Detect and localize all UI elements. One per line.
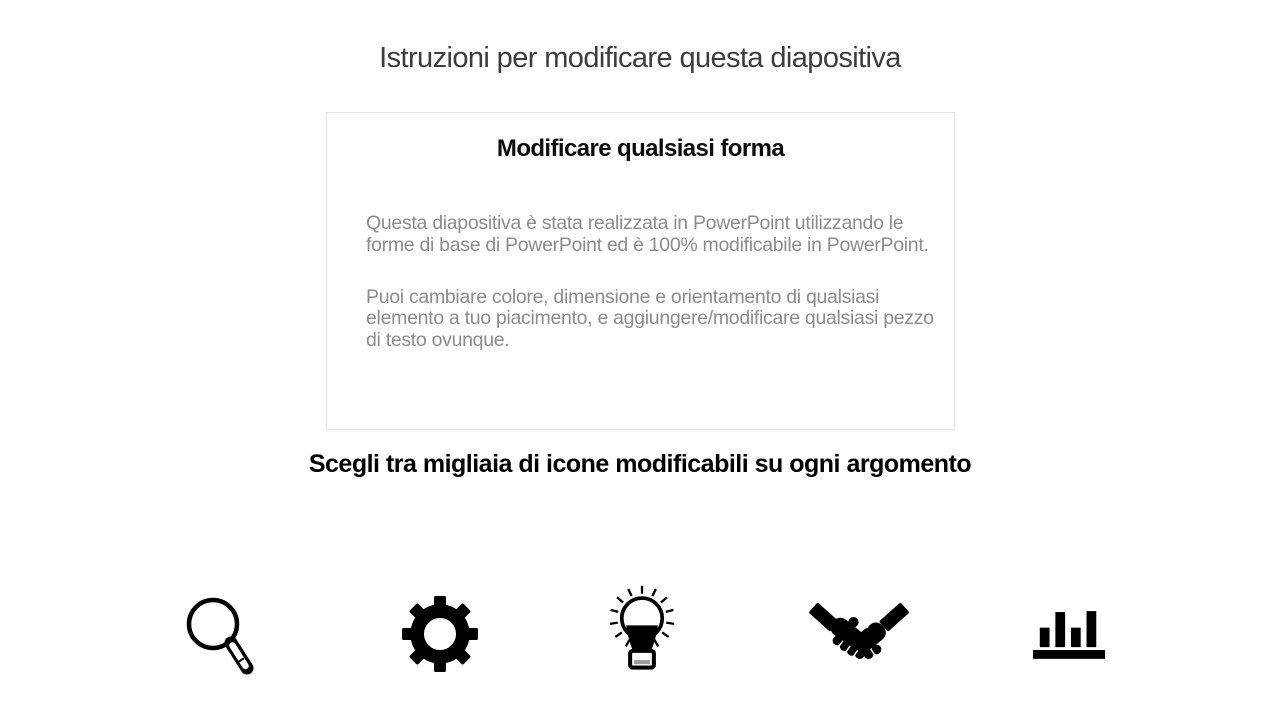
search-icon [183,592,259,676]
slide-title: Istruzioni per modificare questa diapositiva [379,42,901,74]
instruction-card [326,112,955,430]
gear-icon [400,594,480,674]
lightbulb-icon [598,583,686,680]
bar-chart-icon [1032,608,1106,659]
card-heading: Modificare qualsiasi forma [496,135,785,162]
icons-subtitle: Scegli tra migliaia di icone modificabili su ogni argomento [308,450,972,478]
card-paragraph: Puoi cambiare colore, dimensione e orientamento di qualsiasi elemento a tuo piacimento, e aggiungere/modificare qualsiasi pezzo di testo ovunque. [366,285,934,352]
handshake-icon [807,599,911,671]
card-paragraph: Questa diapositiva è stata realizzata in PowerPoint utilizzando le forme di base di PowerPoint ed è 100% modificabile in PowerPoint. [366,212,929,256]
